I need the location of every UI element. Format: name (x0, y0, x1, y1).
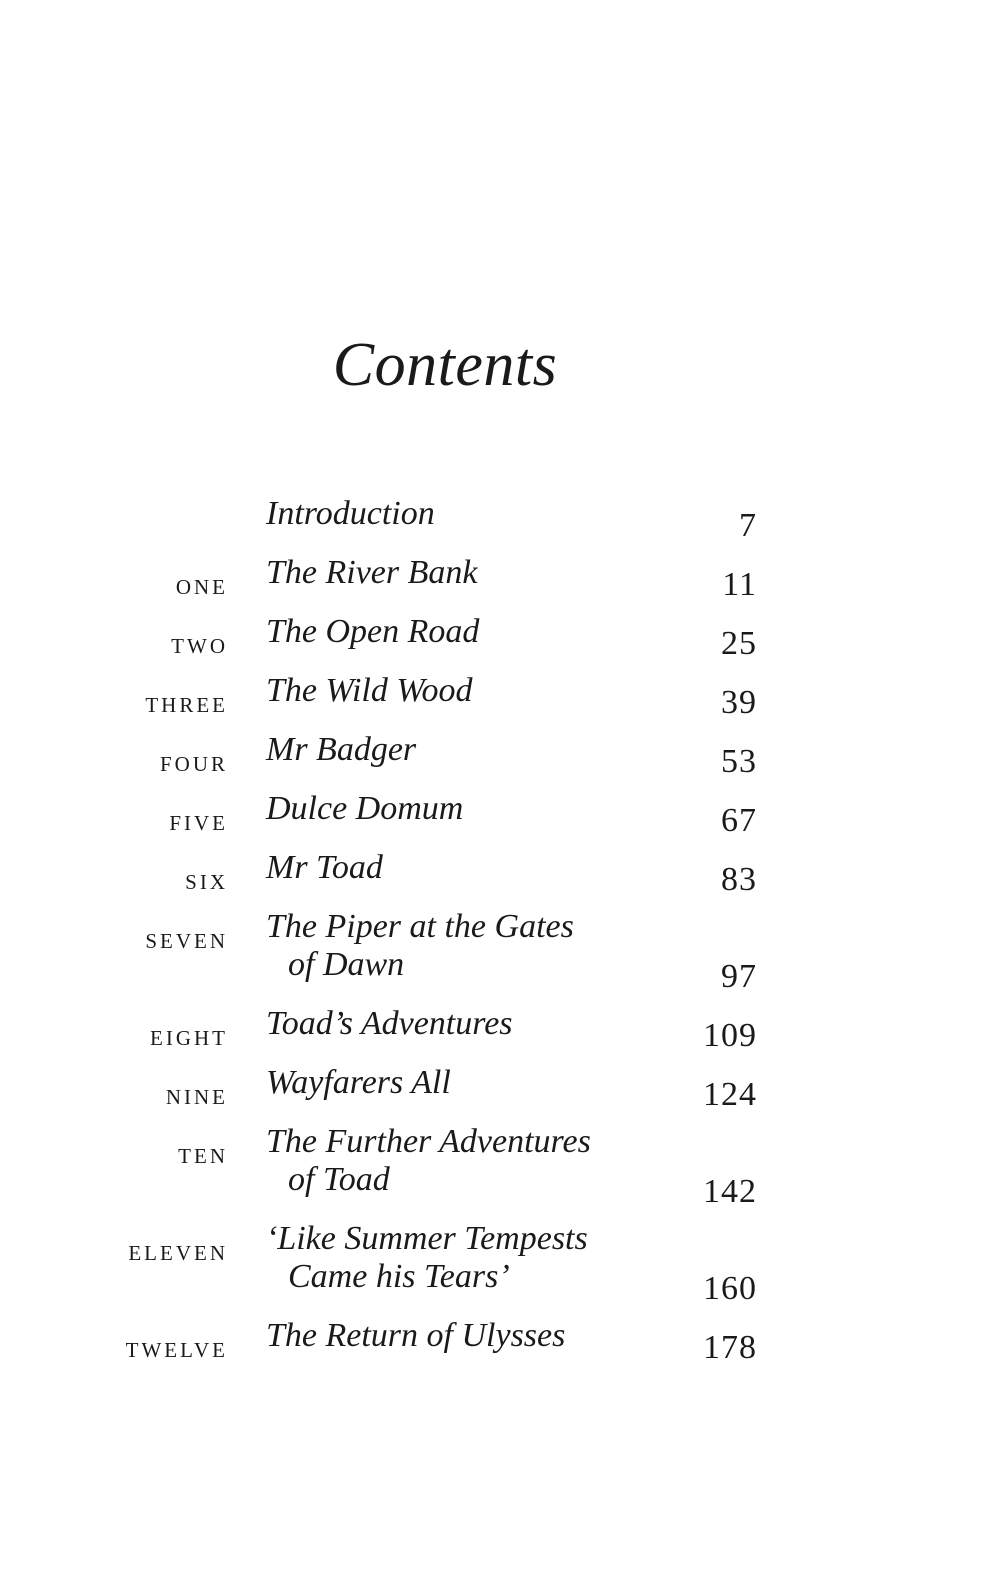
chapter-label: one (175, 568, 228, 601)
toc-entry-eight (0, 1005, 1000, 1064)
chapter-label: eleven (128, 1234, 228, 1267)
chapter-title: Mr Badger (266, 731, 417, 768)
chapter-label: four (159, 745, 228, 778)
toc-entry-one (0, 554, 1000, 613)
toc-entry-three (0, 672, 1000, 731)
page-number: 25 (721, 625, 757, 662)
page-number: 83 (721, 861, 757, 898)
page-number: 53 (721, 743, 757, 780)
toc-entry-four (0, 731, 1000, 790)
chapter-label: six (185, 863, 228, 896)
chapter-title: Dulce Domum (266, 790, 464, 827)
page-number: 109 (703, 1017, 757, 1054)
page-number: 124 (703, 1076, 757, 1113)
page-number: 142 (703, 1173, 757, 1210)
page-number: 97 (721, 958, 757, 995)
chapter-label: five (169, 804, 228, 837)
chapter-title: The Wild Wood (266, 672, 473, 709)
table-of-contents (0, 495, 1000, 1376)
chapter-title: The Further Adventures of Toad (266, 1123, 591, 1198)
chapter-title: The Open Road (266, 613, 480, 650)
chapter-label: twelve (125, 1331, 228, 1364)
toc-entry-five (0, 790, 1000, 849)
page-number: 11 (722, 566, 757, 603)
contents-heading: Contents (332, 331, 558, 399)
page-number: 178 (703, 1329, 757, 1366)
chapter-title: The River Bank (266, 554, 478, 591)
chapter-label: nine (165, 1078, 228, 1111)
page-number: 67 (721, 802, 757, 839)
chapter-label: seven (145, 922, 228, 955)
chapter-label: ten (178, 1137, 228, 1170)
chapter-label: eight (150, 1019, 228, 1052)
page-number: 39 (721, 684, 757, 721)
chapter-label: two (171, 627, 228, 660)
toc-entry-ten (0, 1123, 1000, 1220)
toc-entry-eleven (0, 1220, 1000, 1317)
chapter-title: Introduction (266, 495, 435, 532)
chapter-title: Mr Toad (266, 849, 383, 886)
toc-entry-six (0, 849, 1000, 908)
toc-entry-introduction (0, 495, 1000, 554)
page-number: 7 (739, 507, 757, 544)
chapter-title: Toad’s Adventures (266, 1005, 513, 1042)
toc-entry-nine (0, 1064, 1000, 1123)
chapter-title: Wayfarers All (266, 1064, 451, 1101)
toc-entry-twelve (0, 1317, 1000, 1376)
toc-entry-seven (0, 908, 1000, 1005)
toc-entry-two (0, 613, 1000, 672)
chapter-title: The Return of Ulysses (266, 1317, 566, 1354)
chapter-title: ‘Like Summer Tempests Came his Tears’ (266, 1220, 588, 1295)
page-number: 160 (703, 1270, 757, 1307)
chapter-title: The Piper at the Gates of Dawn (266, 908, 574, 983)
chapter-label: three (145, 686, 228, 719)
